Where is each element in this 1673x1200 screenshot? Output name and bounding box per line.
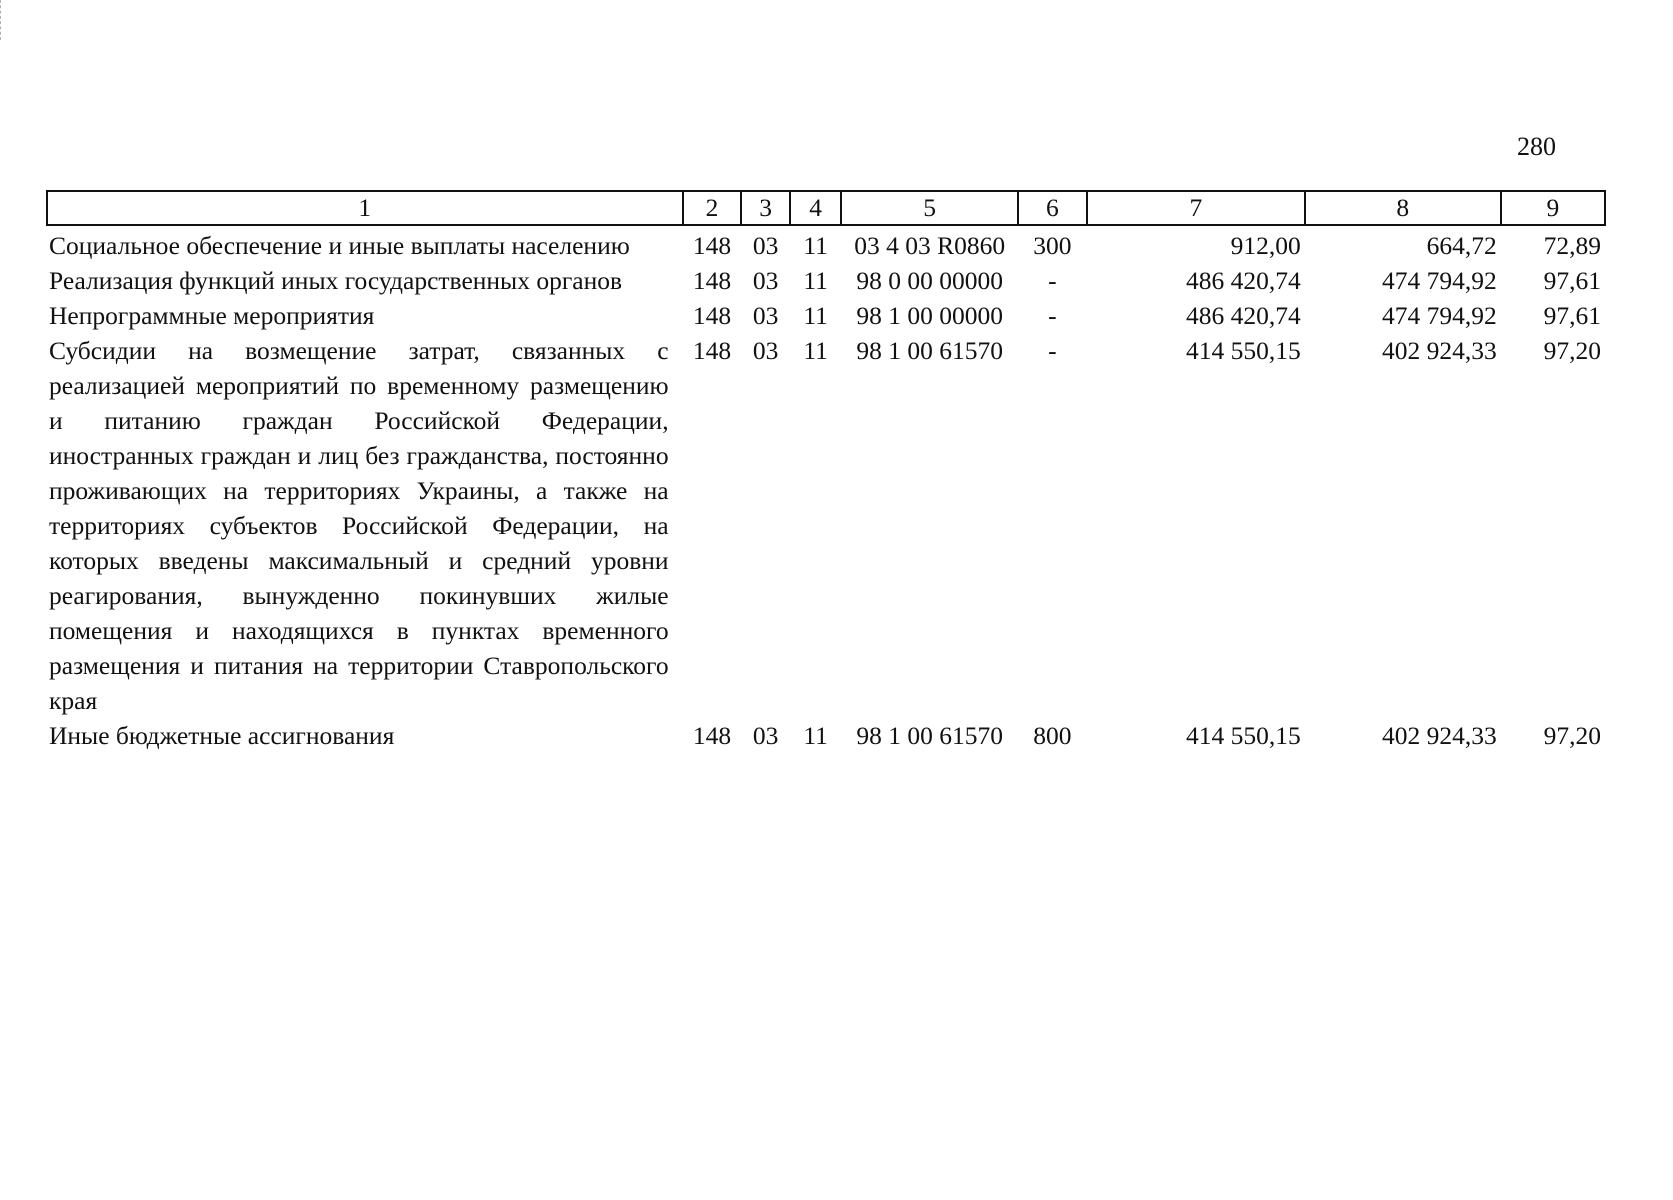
- cell-ministry: 148: [692, 231, 732, 260]
- column-header-8: 8: [1305, 191, 1501, 225]
- column-header-5: 5: [841, 191, 1017, 225]
- column-header-3: 3: [741, 191, 789, 225]
- cell-subsection: 11: [803, 231, 828, 260]
- row-name: Реализация функций иных государственных органов: [49, 266, 623, 295]
- cell-ministry: 148: [692, 266, 732, 295]
- cell-ministry: 148: [692, 336, 732, 365]
- table-header: [47, 191, 1605, 225]
- cell-planned: 414 550,15: [1185, 336, 1301, 365]
- cell-executed: 402 924,33: [1381, 336, 1497, 365]
- row-name: Непрограммные мероприятия: [49, 301, 375, 330]
- table-row: [47, 718, 1605, 753]
- cell-target-article: 03 4 03 R0860: [854, 231, 1006, 260]
- cell-target-article: 98 1 00 61570: [856, 336, 1003, 365]
- row-name: Субсидии на возмещение затрат, связанных с реализацией мероприятий по временному размещению и питанию граждан Российской Федерации, иностранных граждан и лиц без гражданства, постоянно проживающих на территориях Украины, а также на территориях субъектов Российской Федерации, на которых введены максимальный и средний уровни реагирования, вынужденно покинувших жилые помещения и находящихся в пунктах временного размещения и питания на территории Ставропольского края: [49, 336, 669, 715]
- cell-expense-type: -: [1048, 336, 1057, 365]
- row-name: Социальное обеспечение и иные выплаты населению: [49, 231, 630, 260]
- cell-expense-type: 300: [1033, 231, 1072, 260]
- cell-ministry: 148: [692, 721, 732, 750]
- cell-percent: 97,61: [1543, 266, 1601, 295]
- cell-section: 03: [752, 301, 779, 330]
- table-row: [47, 298, 1605, 333]
- cell-target-article: 98 1 00 61570: [856, 721, 1003, 750]
- cell-percent: 97,61: [1543, 301, 1601, 330]
- cell-planned: 486 420,74: [1185, 266, 1301, 295]
- cell-section: 03: [752, 266, 779, 295]
- cell-subsection: 11: [803, 336, 828, 365]
- column-header-6: 6: [1018, 191, 1087, 225]
- cell-target-article: 98 0 00 00000: [856, 266, 1003, 295]
- cell-target-article: 98 1 00 00000: [856, 301, 1003, 330]
- column-header-1: 1: [47, 191, 683, 225]
- cell-subsection: 11: [803, 301, 828, 330]
- cell-subsection: 11: [803, 266, 828, 295]
- cell-planned: 486 420,74: [1185, 301, 1301, 330]
- budget-table: [46, 190, 1606, 753]
- table-body: [47, 225, 1605, 753]
- table-row: [47, 225, 1605, 263]
- cell-percent: 97,20: [1543, 336, 1601, 365]
- cell-expense-type: -: [1048, 266, 1057, 295]
- column-header-4: 4: [790, 191, 842, 225]
- cell-expense-type: -: [1048, 301, 1057, 330]
- page-number: 280: [1517, 132, 1556, 161]
- cell-planned: 912,00: [1230, 231, 1301, 260]
- cell-ministry: 148: [692, 301, 732, 330]
- cell-subsection: 11: [803, 721, 828, 750]
- cell-section: 03: [752, 336, 779, 365]
- cell-percent: 97,20: [1543, 721, 1601, 750]
- cell-expense-type: 800: [1033, 721, 1072, 750]
- header-row: [47, 191, 1605, 225]
- cell-executed: 664,72: [1426, 231, 1497, 260]
- cell-percent: 72,89: [1543, 231, 1601, 260]
- table-row: [47, 263, 1605, 298]
- cell-executed: 402 924,33: [1381, 721, 1497, 750]
- cell-planned: 414 550,15: [1185, 721, 1301, 750]
- scan-margin-mark: [0, 0, 2, 40]
- column-header-2: 2: [683, 191, 742, 225]
- column-header-7: 7: [1087, 191, 1305, 225]
- cell-executed: 474 794,92: [1381, 266, 1497, 295]
- column-header-9: 9: [1501, 191, 1605, 225]
- cell-section: 03: [752, 231, 779, 260]
- cell-section: 03: [752, 721, 779, 750]
- cell-executed: 474 794,92: [1381, 301, 1497, 330]
- row-name: Иные бюджетные ассигнования: [49, 721, 395, 750]
- table-row: [47, 333, 1605, 718]
